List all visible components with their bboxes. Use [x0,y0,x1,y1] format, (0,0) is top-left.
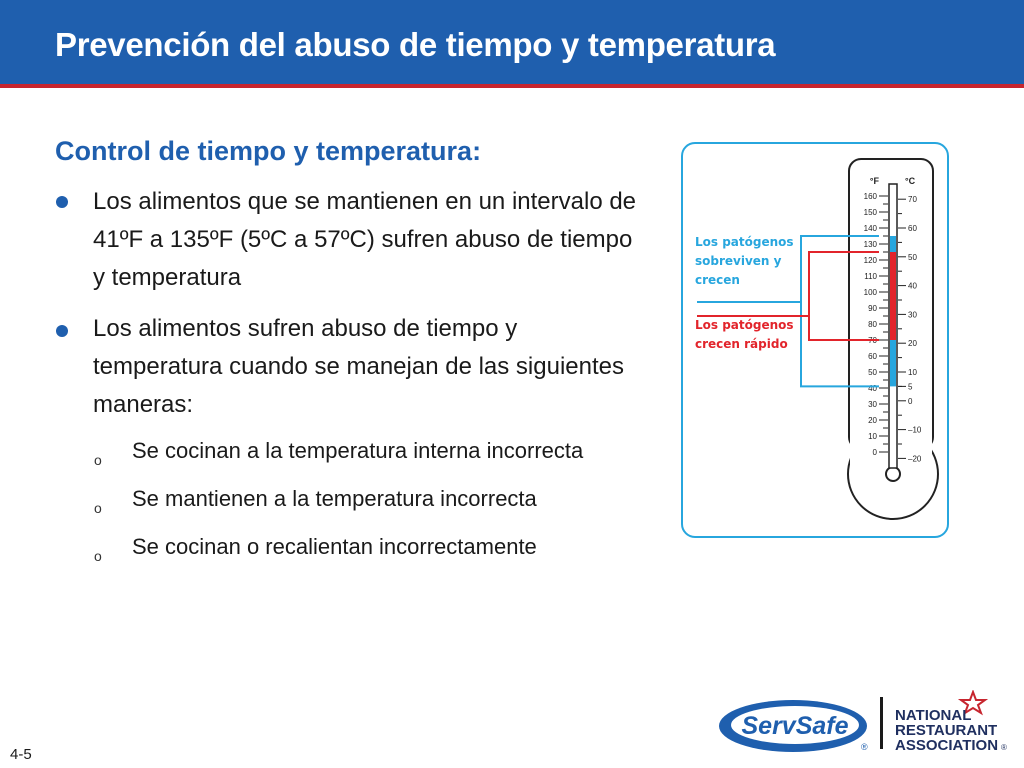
sub-bullet-marker: o [94,452,102,468]
f-tick-label: 140 [863,224,877,233]
f-tick-label: 0 [872,448,877,457]
f-tick-label: 130 [863,240,877,249]
sub-bullet-item: Se cocinan a la temperatura interna incorrecta [132,438,584,463]
rapid-label-line: crecen rápido [695,337,788,351]
c-tick-label: 50 [908,252,917,262]
unit-celsius: °C [905,176,916,186]
unit-fahrenheit: °F [869,176,879,186]
nra-wordmark-line: RESTAURANT [895,722,998,739]
registered-mark: ® [861,742,868,752]
survive-label-line: Los patógenos [695,235,794,249]
thermometer-diagram [683,144,947,536]
nra-wordmark-line: ASSOCIATION [895,737,999,754]
f-tick-label: 20 [868,416,877,425]
f-tick-label: 90 [868,304,877,313]
title-rule [0,84,1024,88]
c-tick-label: 5 [908,382,913,392]
bullet-item: Los alimentos que se mantienen en un intervalo de 41ºF a 135ºF (5ºC a 57ºC) sufren abuso de tiempo y temperatura [93,188,637,291]
c-tick-label: 70 [908,195,917,205]
nra-logo [893,690,1013,754]
f-tick-label: 150 [863,208,877,217]
f-tick-label: 120 [863,256,877,265]
survive-label-line: crecen [695,273,740,287]
f-tick-label: 60 [868,352,877,361]
sub-bullet-marker: o [94,548,102,564]
sub-bullet-item: Se cocinan o recalientan incorrectamente [132,534,537,559]
f-tick-label: 100 [863,288,877,297]
f-tick-label: 110 [864,272,877,281]
survive-label-line: sobreviven y [695,254,782,268]
sub-bullet-marker: o [94,500,102,516]
c-tick-label: 40 [908,281,917,291]
registered-mark: ® [1001,743,1007,752]
logo-divider [880,697,883,749]
c-tick-label: 20 [908,339,917,349]
f-tick-label: 10 [868,432,877,441]
f-tick-label: 160 [863,192,877,201]
f-tick-label: 30 [868,400,877,409]
c-tick-label: 10 [908,368,917,377]
sub-bullet-item: Se mantienen a la temperatura incorrecta [132,486,537,511]
page-number: 4-5 [10,746,32,763]
thermometer-panel [681,142,949,538]
servsafe-logo [715,694,875,758]
c-tick-label: 0 [908,396,913,406]
bullet-dot-icon [56,196,68,208]
rapid-range-fill [890,252,896,340]
c-tick-label: 30 [908,310,917,320]
section-heading: Control de tiempo y temperatura: [55,136,482,166]
title-bar [0,0,1024,84]
f-tick-label: 80 [868,320,877,329]
f-tick-label: 40 [868,384,877,393]
bullet-item: Los alimentos sufren abuso de tiempo y temperatura cuando se manejan de las siguientes maneras: [93,315,624,418]
c-tick-label: 60 [908,224,917,233]
c-tick-label: –10 [908,425,922,435]
f-tick-label: 70 [868,336,877,345]
c-tick-label: –20 [908,454,922,464]
f-tick-label: 50 [868,368,877,377]
nra-wordmark-line: NATIONAL [895,707,972,724]
slide-title: Prevención del abuso de tiempo y temperatura [55,26,776,63]
rapid-label-line: Los patógenos [695,318,794,332]
bullet-dot-icon [56,325,68,337]
servsafe-wordmark: ServSafe [741,712,849,740]
